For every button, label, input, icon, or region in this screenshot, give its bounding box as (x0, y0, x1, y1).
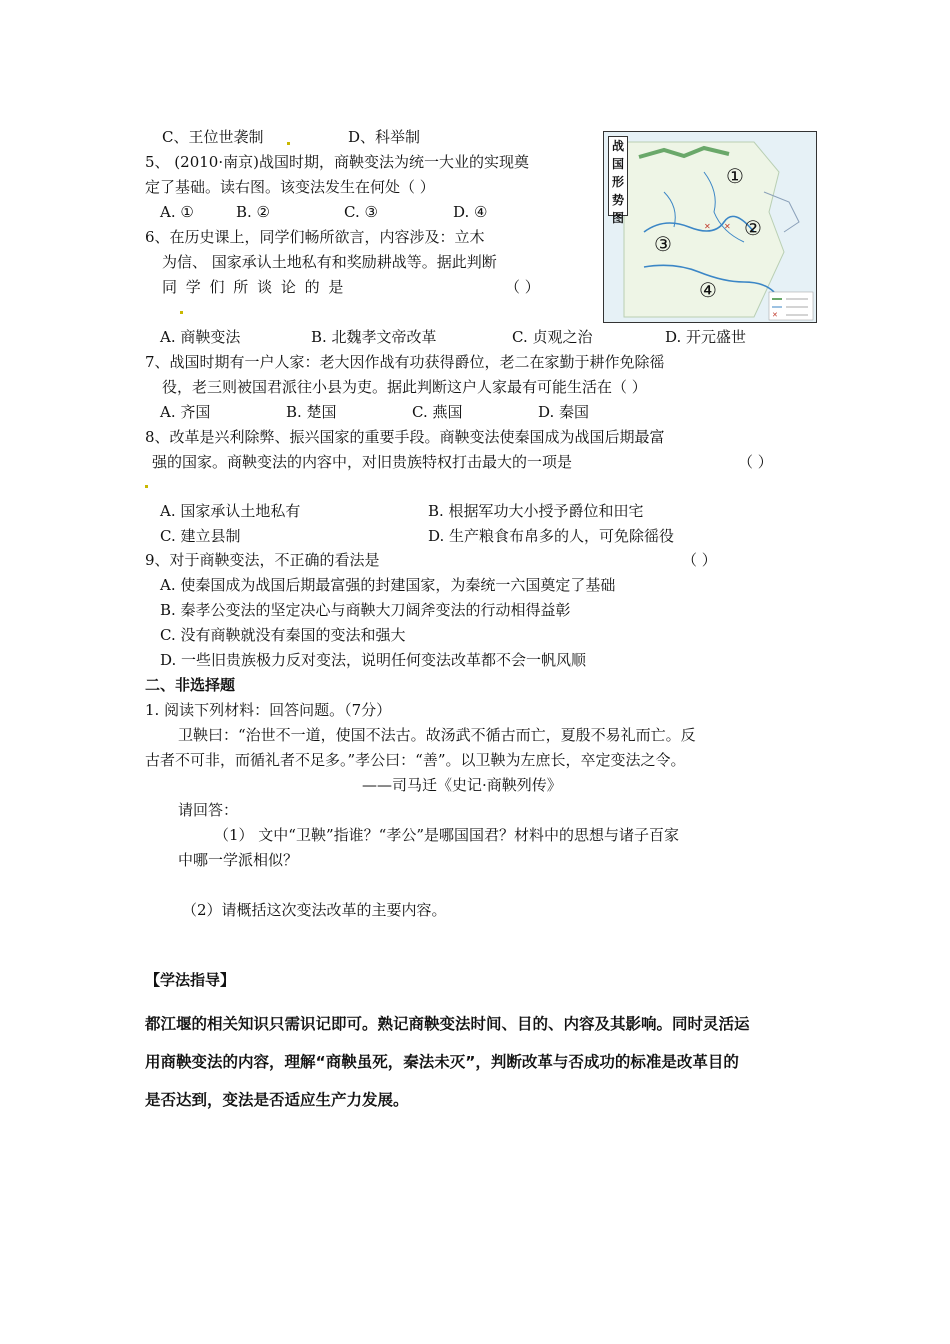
q5-option-d: D. ④ (453, 203, 488, 221)
q8-option-c: C. 建立县制 (160, 527, 241, 545)
map-marker-3: ③ (654, 232, 672, 256)
quote-source: ——司马迁《史记·商鞅列传》 (362, 776, 562, 794)
map-marker-2: ② (744, 216, 762, 240)
q9-option-b: B. 秦孝公变法的坚定决心与商鞅大刀阔斧变法的行动相得益彰 (160, 601, 571, 619)
q4-option-c: C、王位世袭制 (162, 128, 264, 146)
q5-option-a: A. ① (160, 203, 194, 221)
map-marker-1: ① (726, 164, 744, 188)
q8-text-line1: 8、改革是兴利除弊、振兴国家的重要手段。商鞅变法使秦国成为战国后期最富 (145, 428, 665, 446)
q8-text-line2: 强的国家。商鞅变法的内容中，对旧贵族特权打击最大的一项是 (152, 453, 573, 471)
q6-text-line1: 6、在历史课上，同学们畅所欲言，内容涉及：立木 (145, 228, 485, 246)
q4-option-d: D、科举制 (348, 128, 421, 146)
q7-text-line2: 役，老三则被国君派往小县为吏。据此判断这户人家最有可能生活在（ ） (162, 378, 647, 396)
q9-option-a: A. 使秦国成为战国后期最富强的封建国家，为秦统一六国奠定了基础 (160, 576, 616, 594)
q6-option-b: B. 北魏孝文帝改革 (311, 328, 437, 346)
svg-text:✕: ✕ (724, 222, 731, 231)
q5-text-line1: 5、 (2010·南京)战国时期，商鞅变法为统一大业的实现奠 (145, 153, 529, 171)
q7-option-c: C. 燕国 (412, 403, 463, 421)
guide-line3: 是否达到，变法是否适应生产力发展。 (145, 1091, 409, 1109)
q6-option-a: A. 商鞅变法 (160, 328, 241, 346)
q8-answer-paren: （ ） (738, 453, 773, 471)
q6-option-c: C. 贞观之治 (512, 328, 593, 346)
q7-text-line1: 7、战国时期有一户人家：老大因作战有功获得爵位，老二在家勤于耕作免除徭 (145, 353, 665, 371)
guide-line2: 用商鞅变法的内容，理解“商鞅虽死，秦法未灭”，判断改革与否成功的标准是改革目的 (145, 1053, 739, 1071)
guide-title: 【学法指导】 (145, 971, 236, 989)
q8-option-d: D. 生产粮食布帛多的人，可免除徭役 (428, 527, 675, 545)
map-title: 战国形势图 (608, 136, 628, 216)
q8-option-a: A. 国家承认土地私有 (160, 502, 301, 520)
q7-option-d: D. 秦国 (538, 403, 590, 421)
sub-question-2: （2）请概括这次变法改革的主要内容。 (182, 901, 447, 919)
q6-text-line2: 为信、 国家承认土地私有和奖励耕战等。据此判断 (162, 253, 497, 271)
ask-label: 请回答： (178, 801, 239, 819)
svg-text:✕: ✕ (772, 311, 778, 319)
q8-option-b: B. 根据军功大小授予爵位和田宅 (428, 502, 644, 520)
q7-option-a: A. 齐国 (160, 403, 211, 421)
sub-question-1-line1: （1） 文中“卫鞅”指谁？“孝公”是哪国国君？材料中的思想与诸子百家 (214, 826, 679, 844)
q6-option-d: D. 开元盛世 (665, 328, 747, 346)
scan-dot (287, 142, 290, 145)
q9-option-c: C. 没有商鞅就没有秦国的变法和强大 (160, 626, 406, 644)
q6-text-line3: 同 学 们 所 谈 论 的 是 (162, 278, 346, 296)
q5-text-line2: 定了基础。读右图。该变法发生在何处（ ） (145, 178, 435, 196)
q7-option-b: B. 楚国 (286, 403, 337, 421)
section-2-heading: 二、非选择题 (145, 676, 236, 694)
scan-dot (145, 485, 148, 488)
q5-option-c: C. ③ (344, 203, 378, 221)
svg-text:✕: ✕ (704, 222, 711, 231)
q9-answer-paren: （ ） (682, 551, 717, 569)
quote-line1: 卫鞅曰：“治世不一道，使国不法古。故汤武不循古而亡，夏殷不易礼而亡。反 (178, 726, 696, 744)
scan-dot (180, 311, 183, 314)
q9-text: 9、对于商鞅变法，不正确的看法是 (145, 551, 380, 569)
q9-option-d: D. 一些旧贵族极力反对变法，说明任何变法改革都不会一帆风顺 (160, 651, 587, 669)
s1-question: 1. 阅读下列材料：回答问题。（7分） (145, 701, 392, 719)
warring-states-map (603, 131, 817, 323)
map-marker-4: ④ (699, 278, 717, 302)
q5-option-b: B. ② (236, 203, 271, 221)
quote-line2: 古者不可非，而循礼者不足多。”孝公曰：“善”。以卫鞅为左庶长，卒定变法之令。 (145, 751, 686, 769)
sub-question-1-line2: 中哪一学派相似？ (178, 851, 299, 869)
q6-answer-paren: （ ） (505, 278, 540, 296)
guide-line1: 都江堰的相关知识只需识记即可。熟记商鞅变法时间、目的、内容及其影响。同时灵活运 (145, 1015, 750, 1033)
